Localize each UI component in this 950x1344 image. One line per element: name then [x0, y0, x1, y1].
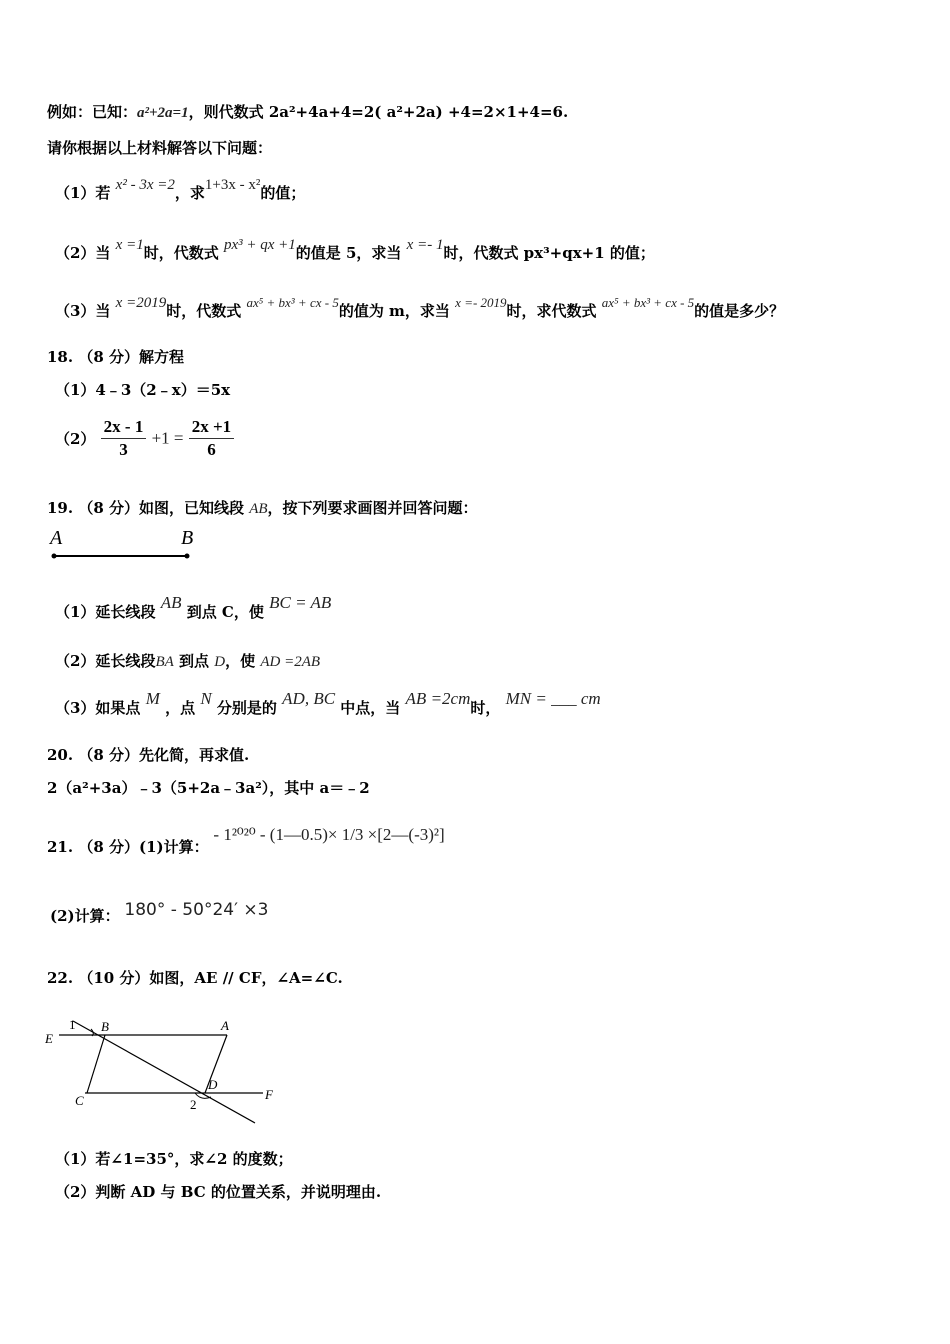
q17-p3-mid: 时，代数式: [166, 302, 242, 320]
line-bd: [73, 1021, 255, 1123]
q19-p3-m: M: [145, 689, 160, 708]
q17-p3-expr2: ax⁵ + bx³ + cx - 5: [601, 295, 695, 310]
label-e: E: [45, 1031, 53, 1046]
q17-p3-cond2: x =- 2019: [455, 295, 507, 310]
q19-p2-expr: AD =2AB: [260, 654, 321, 670]
q17-p2-mid2: 的值是 5，求当: [295, 244, 402, 262]
label-1: 1: [69, 1017, 76, 1032]
q19-p3-mid2: 分别是的: [216, 699, 277, 717]
label-b: B: [101, 1019, 109, 1034]
fraction-left: [101, 416, 147, 461]
fraction-left-den: 3: [119, 440, 128, 459]
example-label: 例如：已知：: [47, 103, 138, 121]
q18-p2-label: （2）: [55, 430, 96, 448]
q20-expr: 2（a²+3a）﹣3（5+2a﹣3a²），其中 a＝﹣2: [47, 779, 370, 797]
q17-p2-cond: x =1: [115, 237, 144, 253]
q19-p2-seg: BA: [155, 654, 174, 670]
q17-p2-mid3: 时，代数式 px³+qx+1 的值；: [443, 244, 655, 262]
q19-p1-expr: BC = AB: [269, 593, 332, 612]
q17-p2-num: （2）当: [55, 244, 111, 262]
q19-p3-mid3: 中点，当: [340, 699, 401, 717]
q20-title: 20. （8 分）先化简，再求值.: [47, 746, 250, 764]
q21-title: 21. （8 分）(1)计算：: [47, 838, 209, 856]
q19-p2-mid: 到点: [179, 652, 210, 670]
q21-line2: [50, 900, 269, 926]
instruction: 请你根据以上材料解答以下问题：: [47, 139, 273, 157]
q17-p3-tail: 的值是多少？: [694, 302, 785, 320]
q17-p3-mid2: 的值为 m，求当: [338, 302, 450, 320]
q19-title: [47, 498, 478, 519]
point-b-label: B: [181, 527, 194, 549]
segment-bc: [87, 1035, 105, 1093]
q19-p3-cond: AB =2cm: [405, 689, 471, 708]
q17-p1-num: （1）若: [55, 184, 111, 202]
q22-part2: （2）判断 AD 与 BC 的位置关系，并说明理由.: [55, 1183, 382, 1201]
point-a-label: A: [50, 527, 63, 549]
q19-p1-mid: 到点 C，使: [186, 603, 264, 621]
q22-title: 22. （10 分）如图，AE // CF，∠A=∠C.: [47, 969, 343, 987]
q19-title-text: 19. （8 分）如图，已知线段: [47, 499, 244, 517]
q19-part3: [55, 689, 601, 718]
q19-p3-mid4: 时，: [470, 699, 501, 717]
q21-expr1: - 1²⁰²⁰ - (1—0.5)× 1/3 ×[2—(-3)²]: [213, 825, 445, 844]
q21-line1: [47, 825, 445, 857]
point-a-dot: [52, 554, 57, 559]
q19-p3-n: N: [200, 689, 212, 708]
q17-p3-mid3: 时，求代数式: [506, 302, 597, 320]
q17-p1-expr: 1+3x - x²: [204, 177, 261, 193]
label-c: C: [75, 1093, 84, 1108]
label-2: 2: [190, 1097, 197, 1112]
q18-title: 18. （8 分）解方程: [47, 348, 184, 366]
q21-p2-label: (2)计算：: [50, 907, 120, 925]
q19-p3-num: （3）如果点: [55, 699, 141, 717]
q19-p3-segs: AD, BC: [282, 689, 336, 708]
q19-p3-ans: MN = ___ cm: [505, 689, 601, 708]
q19-title-tail: ，按下列要求画图并回答问题：: [267, 499, 478, 517]
q17-p2-expr: px³ + qx +1: [223, 237, 296, 253]
q19-p2-mid2: ，使: [225, 652, 256, 670]
q17-p1-cond: x² - 3x =2: [115, 177, 175, 193]
q21-expr2: 180° - 50°24′ ×3: [124, 900, 269, 920]
q17-part1: [55, 177, 306, 204]
q19-p3-mid: ，点: [165, 699, 196, 717]
fraction-right-num: 2x +1: [189, 416, 234, 439]
q17-p3-num: （3）当: [55, 302, 111, 320]
q17-part3: [55, 295, 785, 322]
q19-p2-num: （2）延长线段: [55, 652, 156, 670]
example-line: [47, 102, 568, 123]
example-text: ，则代数式 2a²+4a+4=2( a²+2a) +4=2×1+4=6.: [188, 103, 569, 121]
q17-p3-expr: ax⁵ + bx³ + cx - 5: [246, 295, 339, 310]
q19-title-seg: AB: [249, 501, 268, 517]
q19-part1: [55, 593, 332, 622]
q18-part2: [55, 416, 234, 461]
q17-part2: [55, 237, 655, 264]
example-given: a²+2a=1: [137, 105, 189, 121]
label-a: A: [221, 1018, 229, 1033]
q17-p1-tail: 的值；: [260, 184, 306, 202]
fraction-right-den: 6: [207, 440, 216, 459]
q22-figure: [45, 1013, 285, 1133]
q19-p1-seg: AB: [160, 593, 182, 612]
q17-p2-mid: 时，代数式: [143, 244, 219, 262]
label-d: D: [208, 1077, 218, 1092]
q22-part1: （1）若∠1=35°，求∠2 的度数；: [55, 1150, 293, 1168]
fraction-left-num: 2x - 1: [101, 416, 147, 439]
point-b-dot: [185, 554, 190, 559]
q18-part1: （1）4﹣3（2﹣x）＝5x: [55, 381, 231, 399]
fraction-right: [189, 416, 234, 461]
q17-p3-cond: x =2019: [115, 295, 167, 311]
q19-p2-pt: D: [214, 654, 226, 670]
q19-p1-num: （1）延长线段: [55, 603, 156, 621]
label-f: F: [265, 1087, 273, 1102]
q17-p2-cond2: x =- 1: [406, 237, 444, 253]
segment-ab-figure: [45, 525, 205, 565]
q17-p1-mid: ，求: [174, 184, 205, 202]
q18-p2-mid: +1 =: [151, 428, 184, 448]
q19-part2: [55, 651, 320, 672]
